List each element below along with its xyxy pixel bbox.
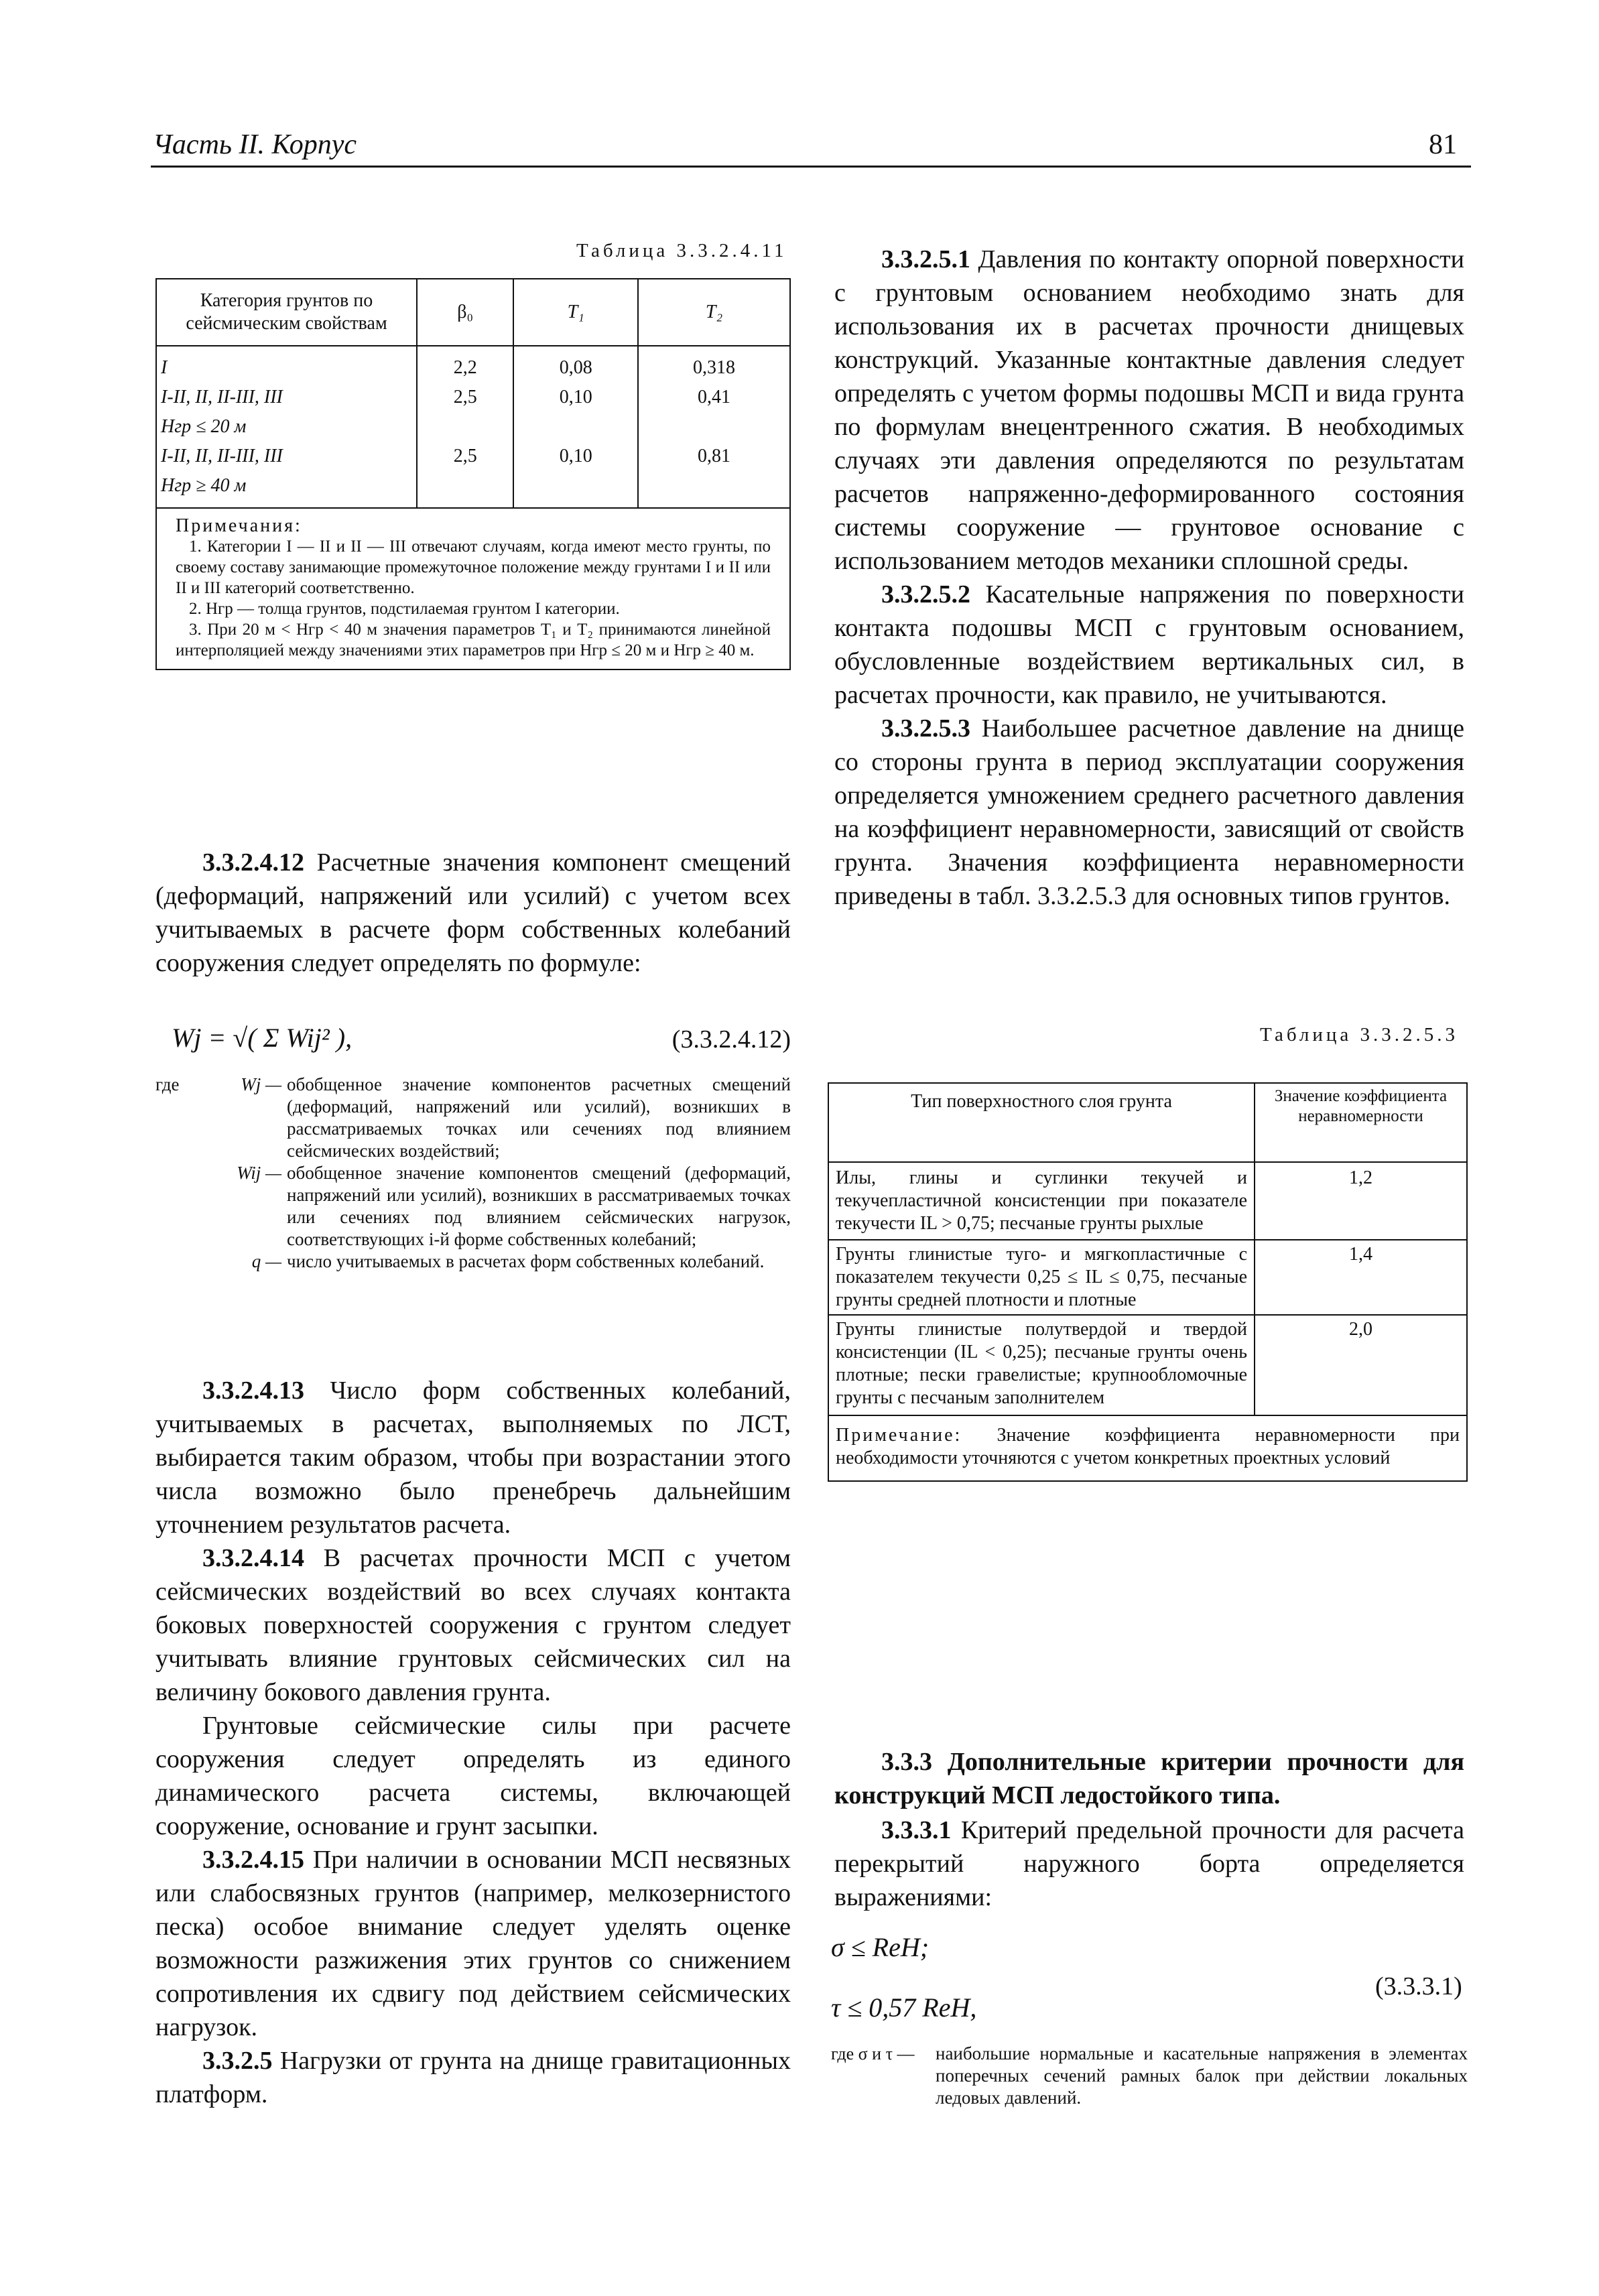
- formula: Wj = √( Σ Wij² ),: [172, 1023, 353, 1053]
- glossary: [155, 1074, 791, 1273]
- table1-notes: [156, 508, 790, 669]
- paragraph-text: Число форм собственных колебаний, учитываемых в расчетах, выполняемых по ЛСТ, выбирается таким образом, чтобы при возрастании этого числа возможно было пренебречь дальнейшим уточнением результатов расчета.: [155, 1377, 791, 1539]
- clause-number: 3.3.2.5.1: [881, 245, 970, 273]
- table1: [155, 278, 791, 670]
- clause-number: 3.3.2.5: [202, 2047, 273, 2075]
- paragraph: [155, 1709, 791, 1843]
- table1-row-t2: 0,81: [698, 446, 731, 466]
- table1-note: 1. Категории I — II и II — III отвечают случаям, когда имеют место грунты, по своему составу занимающие промежуточное положение между грунтами I и II или II и III категорий соответственно.: [176, 537, 771, 597]
- paragraph: [834, 1813, 1464, 1914]
- table2-caption: Таблица 3.3.2.5.3: [1260, 1024, 1459, 1045]
- table2-row-coef: 1,2: [1255, 1162, 1467, 1240]
- table1-row-t1: 0,10: [559, 387, 592, 407]
- paragraph: [155, 846, 791, 980]
- formula-sigma: σ ≤ ReH;: [831, 1932, 930, 1962]
- paragraph: [155, 2044, 791, 2111]
- table1-row-beta: 2,5: [453, 387, 477, 407]
- clause-number: 3.3.3.1: [881, 1816, 952, 1844]
- paragraph-text: Касательные напряжения по поверхности контакта подошвы МСП с грунтовым основанием, обусловленные воздействием вертикальных сил, в расчетах прочности, как правило, не учитываются.: [834, 580, 1464, 709]
- table1-notes-title: Примечания:: [176, 515, 302, 536]
- table2-header-coef: Значение коэффициента неравномерности: [1255, 1083, 1467, 1162]
- paragraph: [834, 243, 1464, 578]
- table1-row-beta: 2,5: [453, 446, 477, 466]
- paragraph: [834, 712, 1464, 913]
- table2-grid: [828, 1082, 1468, 1482]
- clause-number: 3.3.2.5.2: [881, 580, 970, 609]
- clause-number: 3.3.2.4.12: [202, 848, 304, 877]
- paragraph-text: В расчетах прочности МСП с учетом сейсмических воздействий во всех случаях контакта боковых поверхностей сооружения с грунтом следует учитывать влияние грунтовых сейсмических сил на величину бокового давления грунта.: [155, 1544, 791, 1706]
- table1-row-category: Hгр ≤ 20 м: [161, 416, 247, 437]
- where-word: где: [155, 1074, 180, 1094]
- where-symbol: где σ и τ —: [831, 2044, 915, 2063]
- table2-note: [828, 1415, 1467, 1481]
- table1-header-t2: T₂: [638, 279, 790, 346]
- paragraph-text: Наибольшее расчетное давление на днище со стороны грунта в период эксплуатации сооружения определяется умножением среднего расчетного давления на коэффициент неравномерности, зависящий от свойств грунта. Значения коэффициента неравномерности приведены в табл. 3.3.2.5.3 для основных типов грунтов.: [834, 714, 1464, 910]
- paragraph: [834, 578, 1464, 712]
- paragraph-text: Критерий предельной прочности для расчета перекрытий наружного борта определяется выражениями:: [834, 1816, 1464, 1911]
- table1-row-t2: 0,41: [698, 387, 731, 407]
- table1-row-t1: 0,08: [559, 357, 592, 378]
- right-column: [834, 243, 1464, 913]
- table2-row-coef: 2,0: [1255, 1315, 1467, 1415]
- paragraph: [155, 1374, 791, 1541]
- section-heading: [834, 1745, 1464, 1812]
- table2-note-label: Примечание:: [836, 1425, 962, 1446]
- gloss-symbol: Wj —: [241, 1074, 281, 1094]
- formula-number: (3.3.3.1): [1375, 1972, 1462, 2000]
- table2-note-text: Значение коэффициента неравномерности при необходимости уточняются с учетом конкретных проектных условий: [836, 1425, 1460, 1468]
- clause-number: 3.3.2.4.14: [202, 1544, 304, 1572]
- gloss-symbol: q —: [251, 1251, 281, 1271]
- table2-row-type: Илы, глины и суглинки текучей и текучепластичной консистенции при показателе текучести IL > 0,75; песчаные грунты рыхлые: [828, 1162, 1255, 1240]
- left-column-lower: [155, 1374, 791, 2111]
- paragraph-text: Нагрузки от грунта на днище гравитационных платформ.: [155, 2047, 791, 2108]
- clause-number: 3.3.2.4.15: [202, 1846, 304, 1874]
- clause-number: 3.3.2.5.3: [881, 714, 970, 743]
- table1-grid: [155, 278, 791, 670]
- paragraph-text: Расчетные значения компонент смещений (деформаций, напряжений или усилий) с учетом всех учитываемых в расчете форм собственных колебаний сооружения следует определять по формуле:: [155, 848, 791, 977]
- page-number: 81: [1429, 129, 1457, 160]
- right-glossary-table: [831, 2043, 1468, 2109]
- table1-row-beta: 2,2: [453, 357, 477, 378]
- gloss-definition: число учитываемых в расчетах форм собственных колебаний.: [287, 1251, 765, 1271]
- table1-row-category: I-II, II, II-III, III: [161, 387, 283, 407]
- table2-row-type: Грунты глинистые полутвердой и твердой консистенции (IL < 0,25); песчаные грунты очень плотные; пески гравелистые; крупнообломочные грунты с песчаным заполнителем: [828, 1315, 1255, 1415]
- gloss-definition: обобщенное значение компонентов смещений (деформаций, напряжений или усилий), возникших в рассматриваемых точках или сечениях под влиянием сейсмических нагрузок, соответствующих i-й форме собственных колебаний;: [287, 1163, 791, 1249]
- paragraph-text: Грунтовые сейсмические силы при расчете сооружения следует определять из единого динамического расчета системы, включающей сооружение, основание и грунт засыпки.: [155, 1712, 791, 1840]
- right-glossary: [831, 2043, 1468, 2109]
- where-definition: наибольшие нормальные и касательные напряжения в элементах поперечных сечений рамных балок при действии локальных ледовых давлений.: [936, 2043, 1468, 2108]
- table1-note: 2. Hгр — толща грунтов, подстилаемая грунтом I категории.: [189, 600, 620, 618]
- table1-header-t1: T₁: [513, 279, 638, 346]
- paragraph: [155, 1843, 791, 2044]
- gloss-symbol: Wij —: [237, 1163, 281, 1183]
- table1-header-category: Категория грунтов по сейсмическим свойствам: [156, 279, 417, 346]
- table1-row-t2: 0,318: [693, 357, 736, 378]
- formula-tau: τ ≤ 0,57 ReH,: [831, 1992, 977, 2023]
- table1-row-t1: 0,10: [559, 446, 592, 466]
- paragraph: [155, 1541, 791, 1709]
- table2-row-coef: 1,4: [1255, 1240, 1467, 1315]
- table1-row-category: I: [161, 357, 168, 378]
- table2: [828, 1082, 1468, 1482]
- table1-note: 3. При 20 м < Hгр < 40 м значения параметров T₁ и T₂ принимаются линейной интерполяцией между значениями этих параметров при Hгр ≤ 20 м и Hгр ≥ 40 м.: [176, 621, 771, 659]
- header-rule: [151, 166, 1471, 168]
- table1-caption: Таблица 3.3.2.4.11: [576, 240, 787, 261]
- formula-number: (3.3.2.4.12): [671, 1025, 791, 1054]
- table1-row-category: I-II, II, II-III, III: [161, 446, 283, 466]
- table2-row-type: Грунты глинистые туго- и мягкопластичные с показателем текучести 0,25 ≤ IL ≤ 0,75, песчаные грунты средней плотности и плотные: [828, 1240, 1255, 1315]
- gloss-definition: обобщенное значение компонентов расчетных смещений (деформаций, напряжений или усилий), возникших в рассматриваемых точках или сечениях под влиянием сейсмических воздействий;: [287, 1074, 791, 1161]
- table1-header-beta: β₀: [417, 279, 513, 346]
- section-title: Дополнительные критерии прочности для конструкций МСП ледостойкого типа.: [834, 1748, 1465, 1809]
- table1-row-category: Hгр ≥ 40 м: [161, 475, 247, 496]
- right-column-lower: [834, 1813, 1464, 1914]
- paragraph-text: Давления по контакту опорной поверхности с грунтовым основанием необходимо знать для использования их в расчетах прочности днищевых конструкций. Указанные контактные давления следует определять с учетом формы подошвы МСП и вида грунта по формулам внецентренного сжатия. В необходимых случаях эти давления определяются по результатам расчетов напряженно-деформированного состояния системы сооружение — грунтовое основание с использованием методов механики сплошной среды.: [834, 245, 1465, 575]
- section-number: 3.3.3: [881, 1748, 932, 1776]
- formula-block: [172, 1022, 791, 1062]
- table2-header-type: Тип поверхностного слоя грунта: [828, 1083, 1255, 1162]
- clause-number: 3.3.2.4.13: [202, 1377, 304, 1405]
- left-column: [155, 846, 791, 980]
- running-title: Часть II. Корпус: [153, 129, 357, 160]
- paragraph-text: При наличии в основании МСП несвязных или слабосвязных грунтов (например, мелкозернистого песка) особое внимание следует уделять оценке возможности разжижения этих грунтов со снижением сопротивления их сдвигу под действием сейсмических нагрузок.: [155, 1846, 791, 2041]
- glossary-table: [155, 1074, 791, 1273]
